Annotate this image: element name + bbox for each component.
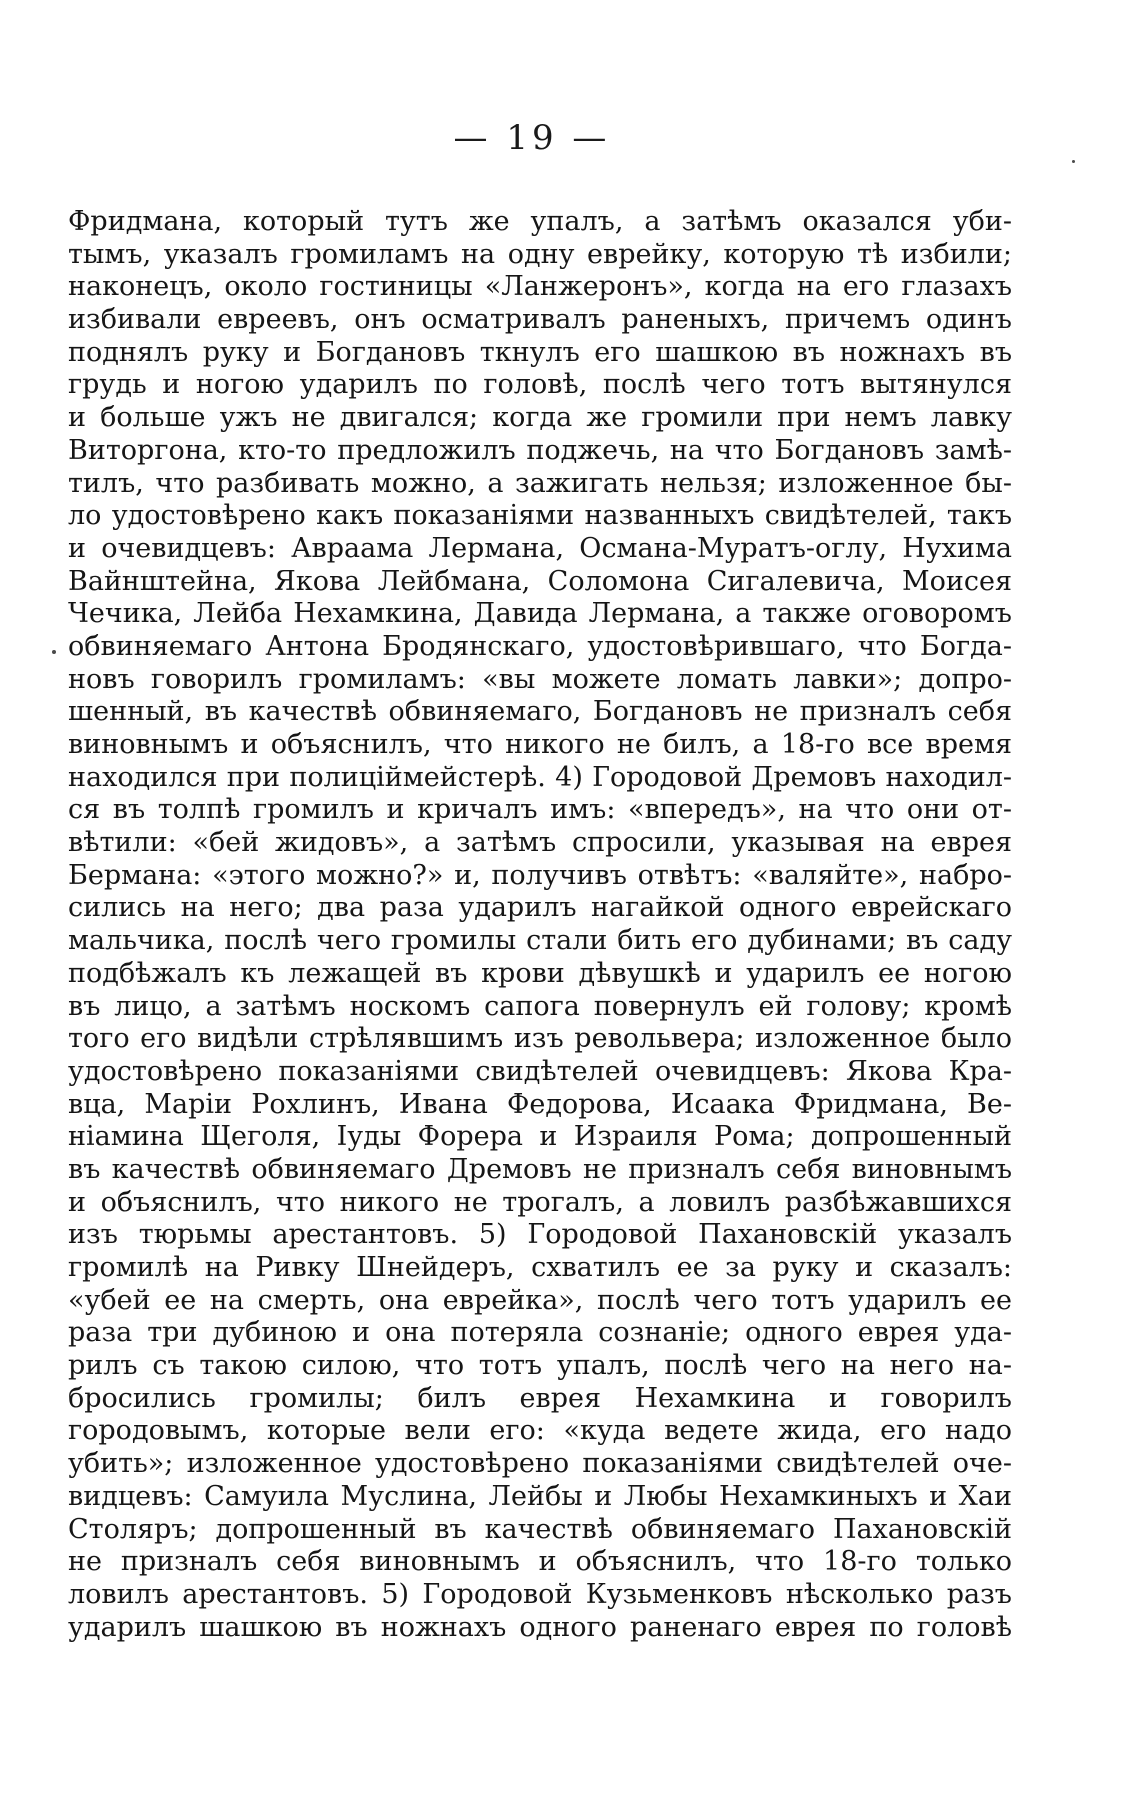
text-line: громилѣ на Ривку Шнейдеръ, схватилъ ее за руку и сказалъ: [68,1252,1012,1283]
text-line: изъ тюрьмы арестантовъ. 5) Городовой Пахановскій указалъ [68,1219,1012,1251]
text-line: сились на него; два раза ударилъ нагайкой одного еврейскаго [68,892,1012,924]
text-line: рилъ съ такою силою, что тотъ упалъ, послѣ чего на него на- [68,1350,1012,1382]
text-line: вѣтили: «бей жидовъ», а затѣмъ спросили, указывая на еврея [68,827,1012,859]
print-speck [1072,160,1075,163]
print-speck [52,650,56,654]
text-line: и очевидцевъ: Авраама Лермана, Османа-Муратъ-оглу, Нухима [68,532,1012,564]
text-line: мальчика, послѣ чего громилы стали бить его дубинами; въ саду [68,925,1012,957]
text-line: подбѣжалъ къ лежащей въ крови дѣвушкѣ и ударилъ ее ногою [68,957,1012,989]
text-line: новъ говорилъ громиламъ: «вы можете ломать лавки»; допро- [68,663,1012,695]
text-line: того его видѣли стрѣлявшимъ изъ револьвера; изложенное было [68,1023,1012,1055]
text-line: Столяръ; допрошенный въ качествѣ обвиняемаго Пахановскій [68,1513,1012,1545]
text-line: раза три дубиною и она потеряла сознаніе; одного еврея уда- [68,1317,1012,1349]
text-line: вца, Маріи Рохлинъ, Ивана Федорова, Исаака Фридмана, Ве- [68,1088,1012,1120]
text-line: удостовѣрено показаніями свидѣтелей очевидцевъ: Якова Кра- [68,1055,1012,1087]
text-line: ловилъ арестантовъ. 5) Городовой Кузьменковъ нѣсколько разъ [68,1578,1012,1610]
page-number: — 19 — [453,118,611,158]
text-line: находился при полиціймейстерѣ. 4) Городовой Дремовъ находил- [68,761,1012,793]
text-line: ніамина Щеголя, Іуды Форера и Израиля Рома; допрошенный [68,1121,1012,1153]
text-line: городовымъ, которые вели его: «куда ведете жида, его надо [68,1415,1012,1447]
text-line: Чечика, Лейба Нехамкина, Давида Лермана, а также оговоромъ [68,598,1012,630]
text-line: ло удостовѣрено какъ показаніями названныхъ свидѣтелей, такъ [68,500,1012,532]
text-line: Бермана: «этого можно?» и, получивъ отвѣтъ: «валяйте», набро- [68,859,1012,891]
body-text [68,206,1012,1644]
text-line: ся въ толпѣ громилъ и кричалъ имъ: «впередъ», на что они от- [68,794,1012,826]
text-line: шенный, въ качествѣ обвиняемаго, Богдановъ не призналъ себя [68,696,1012,728]
text-line: ударилъ шашкою въ ножнахъ одного раненаго еврея по головѣ [68,1611,1012,1643]
text-line: Виторгона, кто-то предложилъ поджечь, на что Богдановъ замѣ- [68,434,1012,466]
text-line: Фридмана, который тутъ же упалъ, а затѣмъ оказался уби- [68,206,1012,237]
text-line: въ качествѣ обвиняемаго Дремовъ не призналъ себя виновнымъ [68,1153,1012,1185]
text-line: тымъ, указалъ громиламъ на одну еврейку, которую тѣ избили; [68,238,1012,270]
text-line: избивали евреевъ, онъ осматривалъ раненыхъ, причемъ одинъ [68,304,1012,336]
text-line: грудь и ногою ударилъ по головѣ, послѣ чего тотъ вытянулся [68,369,1012,401]
text-line: наконецъ, около гостиницы «Ланжеронъ», когда на его глазахъ [68,271,1012,303]
text-line: обвиняемаго Антона Бродянскаго, удостовѣрившаго, что Богда- [68,630,1012,662]
text-line: видцевъ: Самуила Муслина, Лейбы и Любы Нехамкиныхъ и Хаи [68,1480,1012,1512]
text-line: въ лицо, а затѣмъ носкомъ сапога повернулъ ей голову; кромѣ [68,990,1012,1022]
text-line: поднялъ руку и Богдановъ ткнулъ его шашкою въ ножнахъ въ [68,336,1012,368]
text-line: не призналъ себя виновнымъ и объяснилъ, что 18-го только [68,1546,1012,1578]
text-line: и объяснилъ, что никого не трогалъ, а ловилъ разбѣжавшихся [68,1186,1012,1218]
text-line: и больше ужъ не двигался; когда же громили при немъ лавку [68,402,1012,434]
text-line: тилъ, что разбивать можно, а зажигать нельзя; изложенное бы- [68,467,1012,499]
text-line: убить»; изложенное удостовѣрено показаніями свидѣтелей оче- [68,1448,1012,1480]
text-line: «убей ее на смерть, она еврейка», послѣ чего тотъ ударилъ ее [68,1284,1012,1316]
text-line: Вайнштейна, Якова Лейбмана, Соломона Сигалевича, Моисея [68,565,1012,597]
text-line: виновнымъ и объяснилъ, что никого не билъ, а 18-го все время [68,729,1012,760]
text-line: бросились громилы; билъ еврея Нехамкина и говорилъ [68,1382,1012,1414]
